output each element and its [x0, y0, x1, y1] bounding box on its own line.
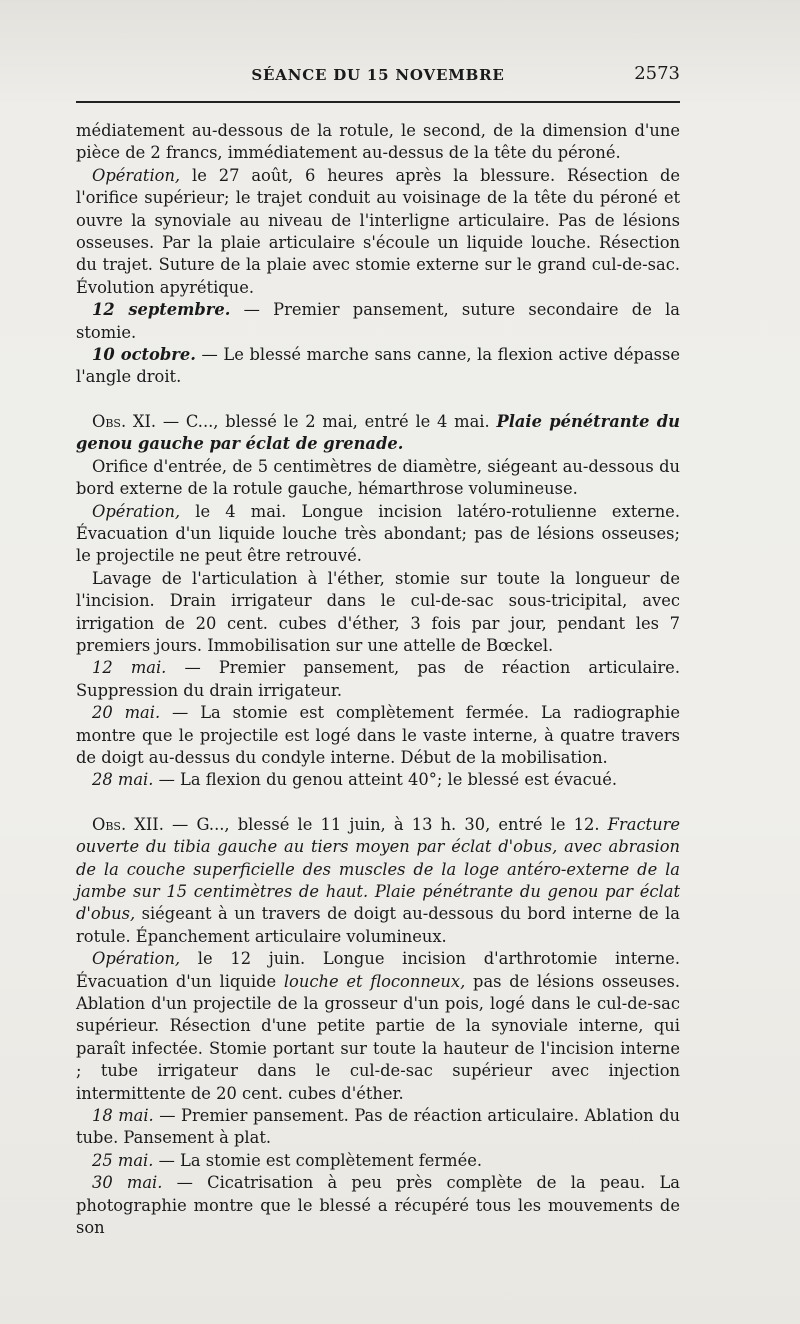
- paragraph: 18 mai. — Premier pansement. Pas de réaction articulaire. Ablation du tube. Pansement à plat.: [76, 1106, 681, 1148]
- paragraph: 30 mai. — Cicatrisation à peu près complète de la peau. La photographie montre que le blessé a récupéré tous les mouvements de son: [76, 1173, 680, 1238]
- paragraph: 25 mai. — La stomie est complètement fermée.: [92, 1150, 483, 1170]
- header-rule: [76, 101, 680, 103]
- observation-heading: Obs. XII. — G..., blessé le 11 juin, à 13 h. 30, entré le 12. Fracture ouverte du tibia gauche au tiers moyen par éclat d'obus, avec abrasion de la couche superficielle des muscles de la loge antéro-externe de la jambe sur 15 centimètres de haut. Plaie pénétrante du genou par éclat d'obus, siégeant à un travers de doigt au-dessous du bord interne de la rotule. Épanchement articulaire volumineux.: [76, 814, 681, 946]
- paragraph: 12 mai. — Premier pansement, pas de réaction articulaire. Suppression du drain irrigateur.: [76, 658, 680, 700]
- body-text: [76, 120, 680, 1240]
- paragraph: 12 septembre. — Premier pansement, suture secondaire de la stomie.: [76, 300, 680, 342]
- paragraph: Orifice d'entrée, de 5 centimètres de diamètre, siégeant au-dessous du bord externe de la rotule gauche, hémarthrose volumineuse.: [76, 456, 680, 499]
- paragraph: Opération, le 27 août, 6 heures après la blessure. Résection de l'orifice supérieur; le trajet conduit au voisinage de la tête du péroné et ouvre la synoviale au niveau de l'interligne articulaire. Pas de lésions osseuses. Par la plaie articulaire s'écoule un liquide louche. Résection du trajet. Suture de la plaie avec stomie externe sur le grand cul-de-sac. Évolution apyrétique.: [76, 165, 680, 297]
- header-title: SÉANCE DU 15 NOVEMBRE: [251, 66, 505, 84]
- paragraph: 10 octobre. — Le blessé marche sans canne, la flexion active dépasse l'angle droit.: [76, 345, 681, 387]
- paragraph: 20 mai. — La stomie est complètement fermée. La radiographie montre que le projectile est logé dans le vaste interne, à quatre travers de doigt au-dessus du condyle interne. Début de la mobilisation.: [76, 703, 680, 767]
- paragraph: médiatement au-dessous de la rotule, le second, de la dimension d'une pièce de 2 francs, immédiatement au-dessus de la tête du péroné.: [76, 121, 680, 163]
- paragraph: Opération, le 12 juin. Longue incision d'arthrotomie interne. Évacuation d'un liquide louche et floconneux, pas de lésions osseuses. Ablation d'un projectile de la grosseur d'un pois, logé dans le cul-de-sac supérieur. Résection d'une petite partie de la synoviale interne, qui paraît infectée. Stomie portant sur toute la hauteur de l'incision interne ; tube irrigateur dans le cul-de-sac supérieur avec injection intermittente de 20 cent. cubes d'éther.: [76, 949, 681, 1103]
- paragraph: 28 mai. — La flexion du genou atteint 40°; le blessé est évacué.: [92, 770, 618, 790]
- paragraph: Lavage de l'articulation à l'éther, stomie sur toute la longueur de l'incision. Drain irrigateur dans le cul-de-sac sous-tricipital, avec irrigation de 20 cent. cubes d'éther, 3 fois par jour, pendant les 7 premiers jours. Immobilisation sur une attelle de Bœckel.: [76, 568, 680, 655]
- page-number: 2573: [634, 63, 680, 84]
- observation-heading: Obs. XI. — C..., blessé le 2 mai, entré le 4 mai. Plaie pénétrante du genou gauche par éclat de grenade.: [76, 411, 680, 454]
- paragraph: Opération, le 4 mai. Longue incision latéro-rotulienne externe. Évacuation d'un liquide louche très abondant; pas de lésions osseuses; le projectile ne peut être retrouvé.: [76, 501, 680, 566]
- running-header: [76, 62, 680, 90]
